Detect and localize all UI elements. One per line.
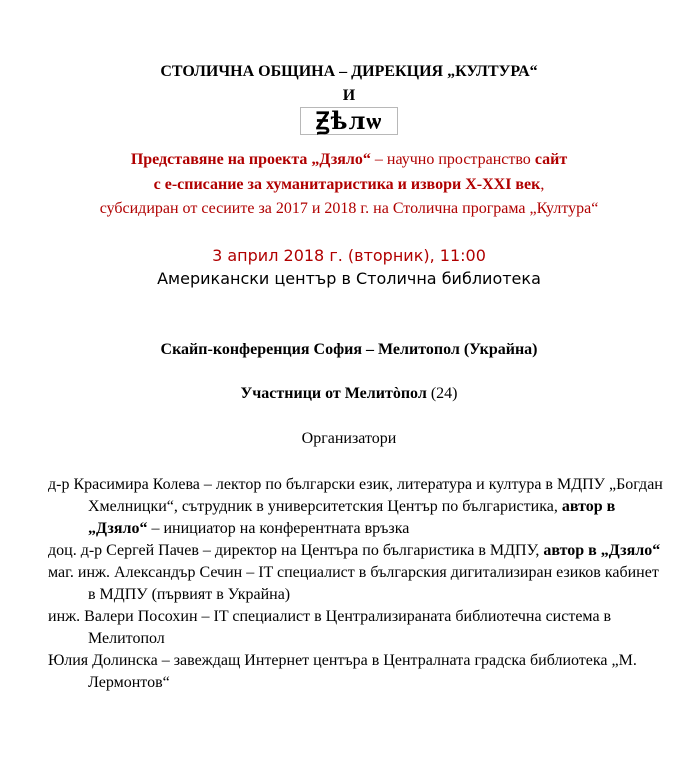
organizer-item [48,540,668,562]
conjunction: И [342,87,356,104]
organizer-text: д-р Красимира Колева – лектор по български език, литература и култура в МДПУ „Богдан Хмелницки“, сътрудник в университетския Център по българистика, [48,476,663,515]
participants-label: Участници от Мелитòпол [240,385,427,402]
organizer-author-badge: автор в „Дзяло“ [88,498,616,537]
logo-container [0,107,698,135]
project-title: Представяне на проекта „Дзяло“ [130,151,371,168]
participants-heading [0,384,698,404]
project-line-2 [0,174,698,196]
conference-title: Скайп-конференция София – Мелитопол (Украйна) [160,341,538,358]
event-datetime: 3 април 2018 г. (вторник), 11:00 [212,246,486,265]
organizer-item [48,650,668,694]
project-site: сайт [534,151,568,168]
organizer-item [48,474,668,540]
organizer-text: доц. д-р Сергей Пачев – директор на Центъра по българистика в МДПУ, [48,542,544,559]
organizer-text: маг. инж. Александър Сечин – IT специалист в българския дигитализиран езиков кабинет в МДПУ (първият в Украйна) [48,564,659,603]
project-subtitle: с е-списание за хуманитаристика и извори X-XXI век [153,176,541,193]
project-line-1 [0,149,698,171]
organizers-heading: Организатори [301,430,397,447]
organizer-text: Юлия Долинска – завеждащ Интернет центъра в Централната градска библиотека „М. Лермонтов“ [48,652,637,691]
participants-count: (24) [426,385,458,402]
project-line-3: субсидиран от сесиите за 2017 и 2018 г. на Столична програма „Култура“ [99,200,599,217]
organization-header: СТОЛИЧНА ОБЩИНА – ДИРЕКЦИЯ „КУЛТУРА“ [160,63,538,80]
organizer-author-badge: автор в „Дзяло“ [543,542,661,559]
organizers-list [48,474,668,694]
dzyalo-logo: Ꙃѣлѡ [300,107,398,135]
project-desc: – научно пространство [370,151,535,168]
organizer-text: инж. Валери Посохин – IT специалист в Централизираната библиотечна система в Мелитопол [48,608,612,647]
project-comma: , [540,176,545,193]
organizer-item [48,562,668,606]
organizer-text-tail: – инициатор на конферентната връзка [147,520,410,537]
organizer-item [48,606,668,650]
event-venue: Американски център в Столична библиотека [157,269,541,288]
